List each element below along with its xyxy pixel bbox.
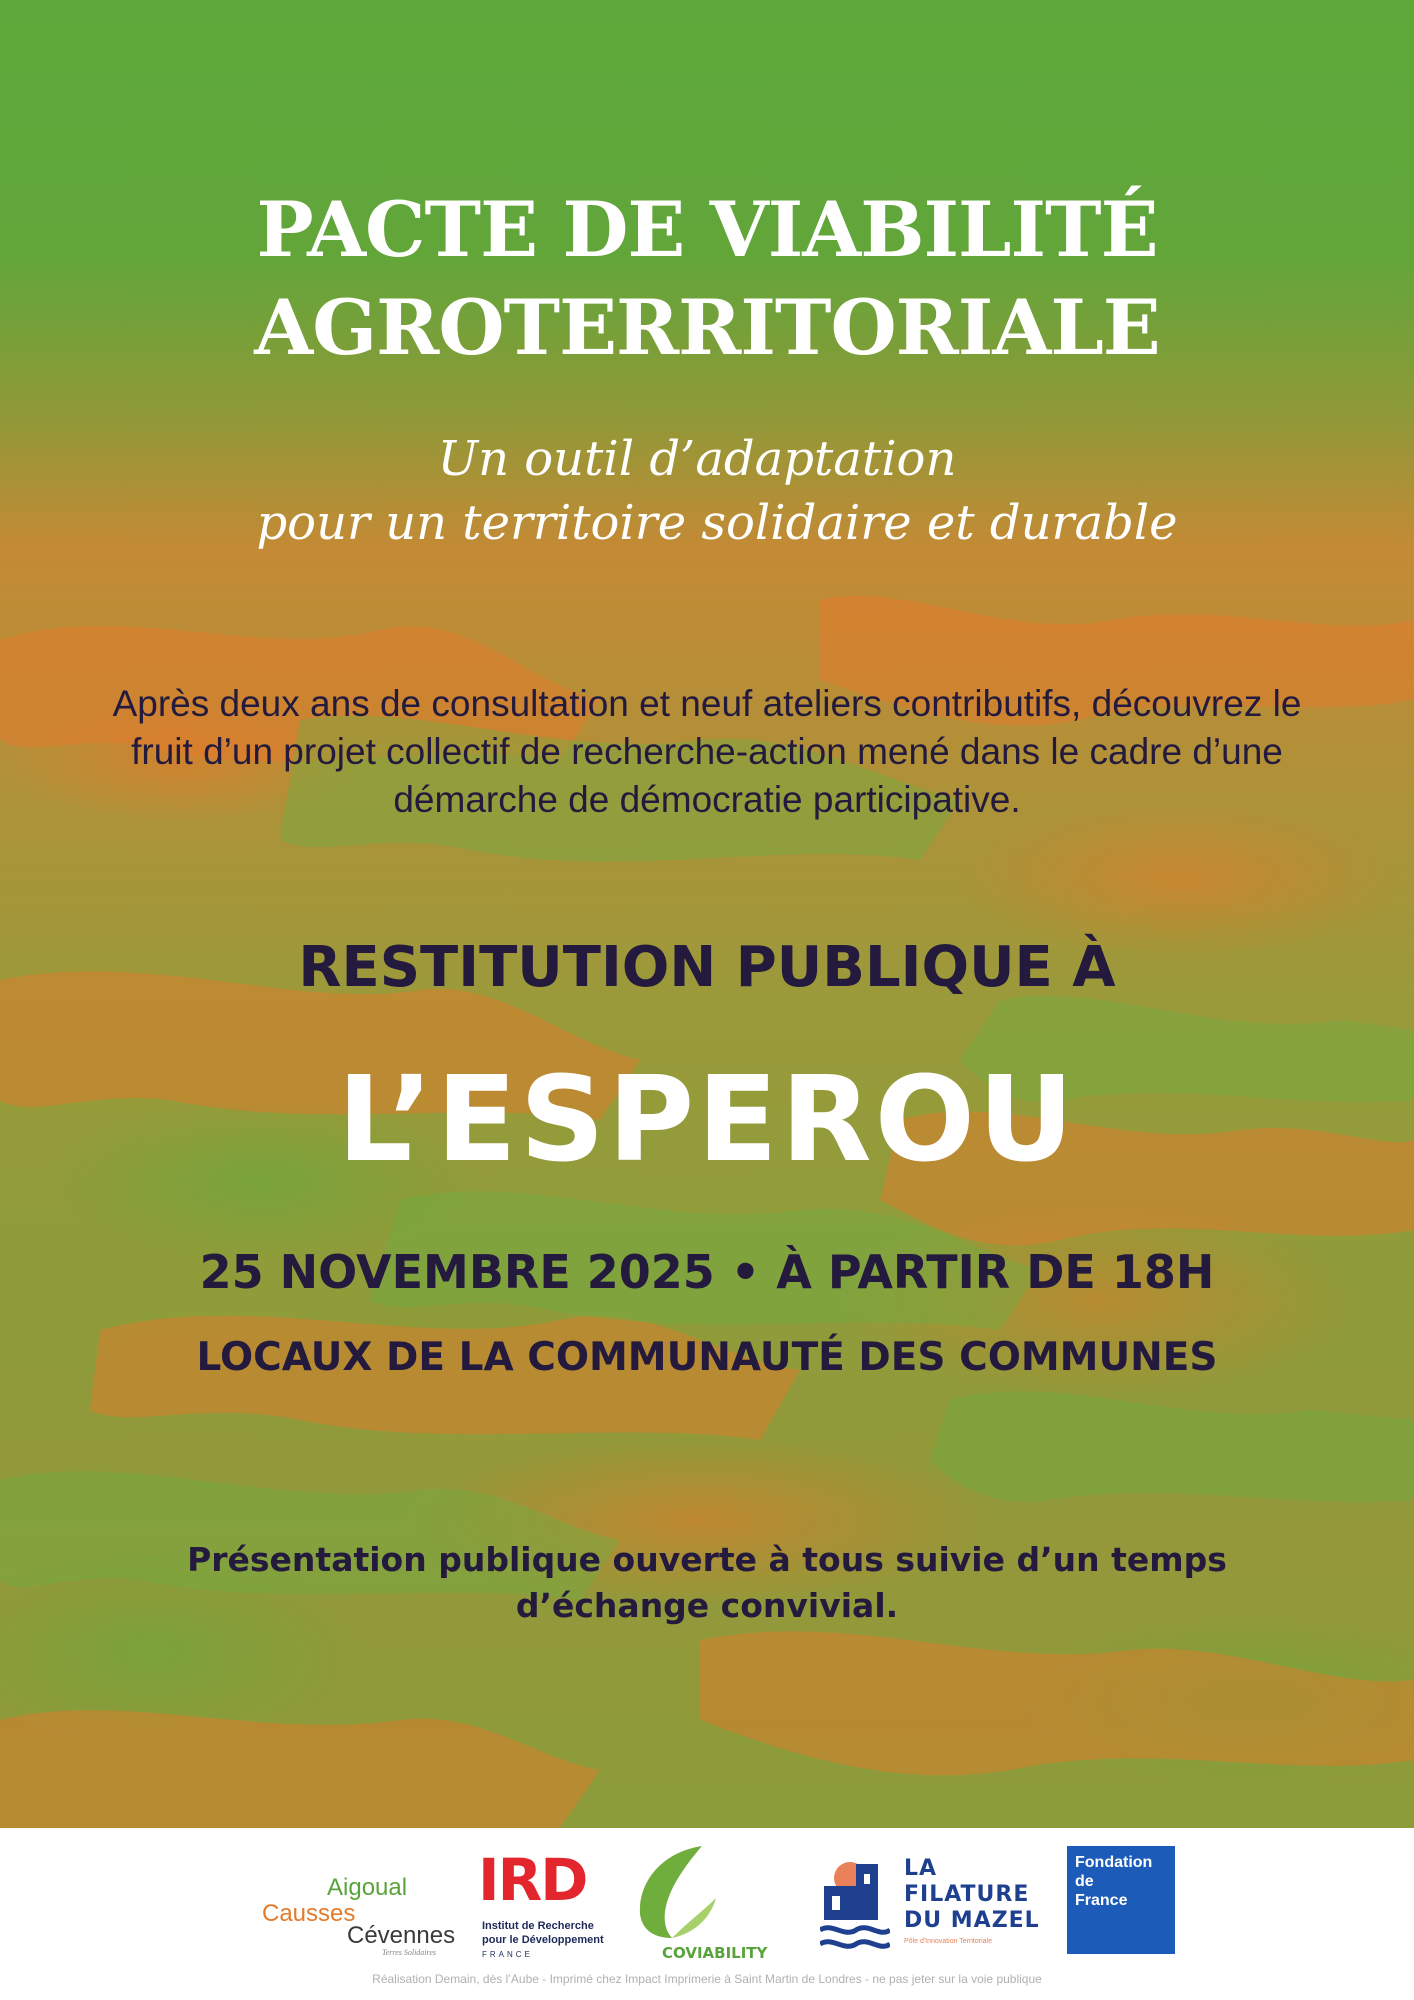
subtitle-line-1: Un outil d’adaptation — [437, 431, 957, 487]
filature-building-icon — [820, 1856, 890, 1956]
filature-line-1: LA — [904, 1856, 938, 1881]
closing-paragraph: Présentation publique ouverte à tous suivie d’un temps d’échange convivial. — [187, 1540, 1227, 1625]
filature-line-2: FILATURE — [904, 1882, 1030, 1907]
aigoual-tagline: Terres Solidaires — [382, 1948, 437, 1957]
ird-letters: IRD — [478, 1846, 587, 1914]
fondation-line-3: France — [1075, 1892, 1128, 1909]
event-date: 25 NOVEMBRE 2025 • À PARTIR DE 18H — [199, 1245, 1215, 1299]
aigoual-causses-cevennes-logo — [262, 1850, 462, 1960]
ird-line-1: Institut de Recherche — [482, 1920, 594, 1932]
title-line-1: PACTE DE VIABILITÉ — [256, 185, 1158, 274]
event-place: L’ESPEROU — [337, 1050, 1077, 1188]
aigoual-label: Aigoual — [327, 1874, 408, 1901]
filature-du-mazel-logo — [820, 1856, 1050, 1966]
subtitle-line-2: pour un territoire solidaire et durable — [256, 495, 1178, 551]
filature-tagline: Pôle d'Innovation Territoriale — [904, 1938, 992, 1945]
event-venue: LOCAUX DE LA COMMUNAUTÉ DES COMMUNES — [196, 1335, 1218, 1380]
ird-line-2: pour le Développement — [482, 1934, 604, 1946]
fondation-line-1: Fondation — [1075, 1854, 1153, 1871]
event-heading: RESTITUTION PUBLIQUE À — [298, 935, 1116, 1000]
title-line-2: AGROTERRITORIALE — [254, 283, 1160, 372]
coviability-logo — [632, 1842, 792, 1972]
cevennes-label: Cévennes — [347, 1922, 456, 1949]
ird-line-3: FRANCE — [482, 1950, 533, 1959]
coviability-label: COVIABILITY — [662, 1944, 768, 1962]
ird-logo — [478, 1846, 608, 1970]
causses-label: Causses — [262, 1900, 356, 1927]
filature-line-3: DU MAZEL — [904, 1908, 1040, 1933]
print-credit: Réalisation Demain, dès l’Aube - Imprimé chez Impact Imprimerie à Saint Martin de Londres - ne pas jeter sur la voie publique — [372, 1972, 1042, 1986]
fondation-de-france-logo — [1067, 1846, 1175, 1954]
intro-paragraph: Après deux ans de consultation et neuf ateliers contributifs, découvrez le fruit d’un projet collectif de recherche-action mené dans le cadre d’une démarche de démocratie participative. — [112, 683, 1302, 820]
coviability-leaf-icon — [632, 1842, 732, 1942]
fondation-line-2: de — [1075, 1873, 1094, 1890]
